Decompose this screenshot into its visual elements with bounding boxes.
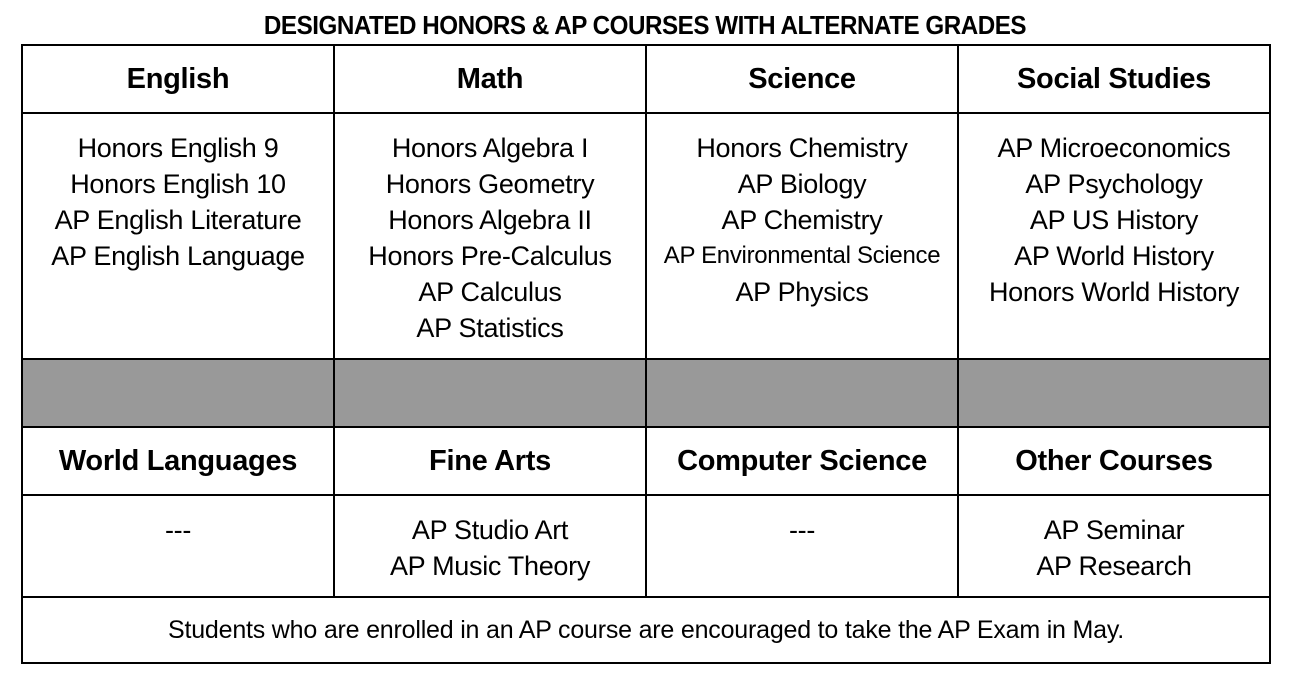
course-item: AP Physics [735, 277, 869, 307]
course-item: --- [788, 515, 816, 545]
courses-table [21, 44, 1271, 664]
spacer-cell [22, 359, 334, 427]
course-item: Honors Algebra I [391, 133, 589, 163]
footer-row [22, 597, 1270, 663]
spacer-row [22, 359, 1270, 427]
category-header-fine-arts: Fine Arts [334, 427, 646, 495]
page-title: DESIGNATED HONORS & AP COURSES WITH ALTERNATE GRADES [263, 10, 1027, 40]
course-item: AP Research [1036, 551, 1192, 581]
course-item: --- [164, 515, 192, 545]
spacer-cell [958, 359, 1270, 427]
course-item: AP US History [1029, 205, 1199, 235]
course-item: AP World History [1014, 241, 1214, 271]
course-item: AP Biology [737, 169, 867, 199]
course-item: AP Calculus [418, 277, 562, 307]
course-item: AP English Literature [54, 205, 302, 235]
course-list-world-languages [22, 495, 334, 597]
spacer-cell [646, 359, 958, 427]
bottom-courses-row [22, 495, 1270, 597]
course-item: Honors English 9 [77, 133, 279, 163]
footer-note: Students who are enrolled in an AP course are encouraged to take the AP Exam in May. [22, 597, 1270, 663]
category-header-computer-science: Computer Science [646, 427, 958, 495]
category-header-science: Science [646, 45, 958, 113]
course-list-math [334, 113, 646, 359]
course-item: AP Studio Art [411, 515, 569, 545]
course-item: AP Music Theory [389, 551, 591, 581]
category-header-english: English [22, 45, 334, 113]
category-header-world-languages: World Languages [22, 427, 334, 495]
course-item: AP English Language [51, 241, 305, 271]
category-header-other-courses: Other Courses [958, 427, 1270, 495]
course-item: Honors Geometry [385, 169, 595, 199]
course-item: AP Chemistry [721, 205, 883, 235]
course-list-english [22, 113, 334, 359]
course-list-social-studies [958, 113, 1270, 359]
category-header-math: Math [334, 45, 646, 113]
course-item: Honors World History [988, 277, 1240, 307]
course-item: AP Statistics [416, 313, 564, 343]
course-item: AP Seminar [1043, 515, 1185, 545]
course-item: Honors Chemistry [696, 133, 908, 163]
course-list-fine-arts [334, 495, 646, 597]
top-courses-row [22, 113, 1270, 359]
course-item: AP Psychology [1025, 169, 1203, 199]
course-list-other-courses [958, 495, 1270, 597]
course-item: Honors English 10 [70, 169, 286, 199]
bottom-header-row [22, 427, 1270, 495]
course-item: Honors Pre-Calculus [368, 241, 612, 271]
category-header-social-studies: Social Studies [958, 45, 1270, 113]
course-item: AP Microeconomics [997, 133, 1231, 163]
top-header-row [22, 45, 1270, 113]
course-item: Honors Algebra II [388, 205, 592, 235]
spacer-cell [334, 359, 646, 427]
course-list-computer-science [646, 495, 958, 597]
course-item: AP Environmental Science [663, 242, 941, 269]
course-list-science [646, 113, 958, 359]
